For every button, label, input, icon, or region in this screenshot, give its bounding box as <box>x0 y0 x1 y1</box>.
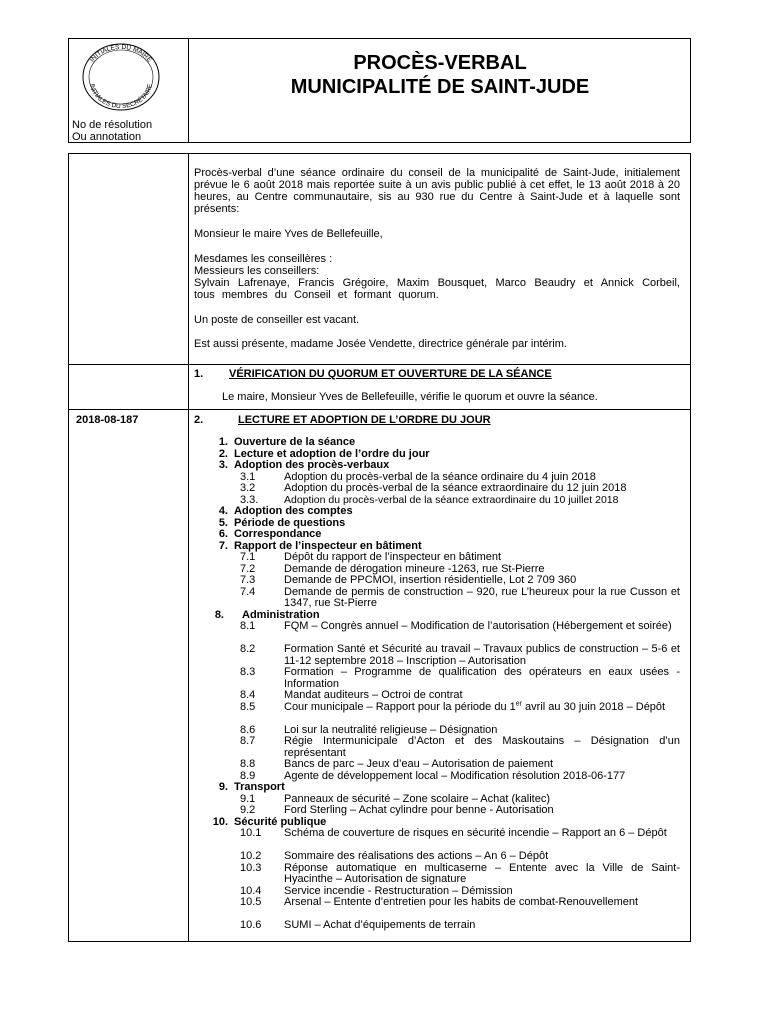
agenda-subitem-number: 10.2 <box>240 850 262 862</box>
agenda-subitem-number: 10.5 <box>240 896 262 908</box>
agenda-subitem-number: 9.1 <box>240 792 256 805</box>
agenda-subitem-title: SUMI – Achat d’équipements de terrain <box>284 919 476 931</box>
agenda-subitem-number: 8.7 <box>240 735 256 747</box>
agenda-subitem-title: Formation – Programme de qualification des opérateurs en eaux usées - Information <box>284 666 680 690</box>
agenda-subitem-title: Mandat auditeurs – Octroi de contrat <box>284 689 463 701</box>
agenda-subitem-number: 7.3 <box>240 574 256 586</box>
agenda-subitem-title: Demande de PPCMOI, insertion résidentielle, Lot 2 709 360 <box>284 574 577 586</box>
agenda-subitem-number: 3.2 <box>240 482 256 494</box>
agenda-subitem-title: Sommaire des réalisations des actions – An 6 – Dépôt <box>284 850 549 862</box>
agenda-item-number: 5. <box>218 516 228 529</box>
seal-stamp <box>78 40 164 112</box>
seal-text-bottom: INITIALES DU SECRÉTAIRE <box>88 83 154 111</box>
resolution-label <box>72 119 152 143</box>
agenda-item-title: Sécurité publique <box>234 815 327 828</box>
header-divider <box>188 38 189 143</box>
agenda-subitem-title: Service incendie - Restructuration – Démission <box>284 884 513 897</box>
row-divider-2 <box>68 409 691 410</box>
agenda-subitem-title: Adoption du procès-verbal de la séance ordinaire du 4 juin 2018 <box>284 470 596 483</box>
agenda-subitem-title: Bancs de parc – Jeux d’eau – Autorisation de paiement <box>284 758 554 770</box>
mayor-line: Monsieur le maire Yves de Bellefeuille, <box>194 228 383 240</box>
agenda-subitem-number: 8.5 <box>240 700 256 713</box>
agenda-item-number: 9. <box>218 781 228 793</box>
agenda-subitem-title: Arsenal – Entente d’entretien pour les habits de combat-Renouvellement <box>284 896 639 908</box>
agenda-subitem-number: 7.4 <box>240 585 256 598</box>
section1-number: 1. <box>194 368 204 380</box>
councillors-women: Mesdames les conseillères : <box>194 253 333 265</box>
agenda-item-number: 1. <box>218 436 228 448</box>
agenda-item-title: Période de questions <box>234 516 346 529</box>
resolution-label-line2: Ou annotation <box>72 131 142 143</box>
agenda-subitem-number: 3.3. <box>240 493 259 506</box>
agenda-subitem-title: Dépôt du rapport de l’inspecteur en bâtiment <box>284 551 502 563</box>
agenda-subitem-title: Loi sur la neutralité religieuse – Désignation <box>284 723 498 736</box>
agenda-subitem-number: 10.6 <box>240 919 262 931</box>
section1-text: Le maire, Monsieur Yves de Bellefeuille, vérifie le quorum et ouvre la séance. <box>222 391 598 403</box>
agenda-item-number: 4. <box>218 505 228 517</box>
councillors-list: Sylvain Lafrenaye, Francis Grégoire, Maxim Bousquet, Marco Beaudry et Annick Corbeil, tous membres du Conseil et formant quorum. <box>194 277 680 301</box>
agenda-subitem-number: 10.3 <box>240 861 262 874</box>
agenda-subitem-title: Ford Sterling – Achat cylindre pour benne - Autorisation <box>284 804 554 816</box>
agenda-item-number: 6. <box>218 528 228 540</box>
agenda-item-title: Rapport de l’inspecteur en bâtiment <box>234 539 422 552</box>
agenda-subitem-title: Formation Santé et Sécurité au travail – Travaux publics de construction – 5-6 et 11-12 septembre 2018 – Inscription – Autorisation <box>284 643 680 667</box>
agenda-subitem-number: 8.6 <box>240 723 256 736</box>
agenda-item-title: Lecture et adoption de l’ordre du jour <box>234 447 430 460</box>
agenda-list <box>194 437 684 941</box>
agenda-subitem-title: Demande de permis de construction – 920, rue L’heureux pour la rue Cusson et 1347, rue St-Pierre <box>284 585 680 609</box>
agenda-item-number: 8. <box>214 608 224 621</box>
agenda-subitem-title: Réponse automatique en multicaserne – Entente avec la Ville de Saint-Hyacinthe – Autorisation de signature <box>284 861 680 885</box>
resolution-label-line1: No de résolution <box>72 119 153 131</box>
agenda-subitem-number: 7.2 <box>240 562 256 575</box>
title-line2: MUNICIPALITÉ DE SAINT-JUDE <box>290 76 590 98</box>
agenda-subitem-number: 3.1 <box>240 470 256 483</box>
agenda-subitem-title: FQM – Congrès annuel – Modification de l’autorisation (Hébergement et soirée) <box>284 620 672 632</box>
agenda-item-title: Transport <box>234 781 285 793</box>
agenda-subitem-number: 8.8 <box>240 758 256 770</box>
agenda-subitem-title: Agente de développement local – Modification résolution 2018-06-177 <box>284 769 626 782</box>
agenda-subitem-title: Régie Intermunicipale d’Acton et des Maskoutains – Désignation d’un représentant <box>284 735 680 759</box>
title-line1: PROCÈS-VERBAL <box>353 52 527 74</box>
agenda-item-title: Correspondance <box>234 528 322 540</box>
agenda-subitem-number: 10.4 <box>240 884 262 897</box>
column-divider <box>188 153 189 942</box>
agenda-subitem-title: Adoption du procès-verbal de la séance extraordinaire du 12 juin 2018 <box>284 482 627 494</box>
agenda-subitem-number: 8.1 <box>240 620 256 632</box>
agenda-item-number: 7. <box>218 539 228 552</box>
dg-present: Est aussi présente, madame Josée Vendette, directrice générale par intérim. <box>194 338 567 350</box>
agenda-subitem-number: 8.4 <box>240 689 256 701</box>
resolution-number: 2018-08-187 <box>76 414 139 426</box>
section1-heading: VÉRIFICATION DU QUORUM ET OUVERTURE DE LA SÉANCE <box>229 368 552 380</box>
agenda-subitem-number: 8.9 <box>240 769 256 782</box>
page-title <box>190 51 690 99</box>
agenda-item-title: Adoption des procès-verbaux <box>234 459 390 471</box>
agenda-subitem-title: Panneaux de sécurité – Zone scolaire – Achat (kalitec) <box>284 792 550 805</box>
agenda-subitem-number: 9.2 <box>240 804 256 816</box>
agenda-subitem-title: Adoption du procès-verbal de la séance extraordinaire du 10 juillet 2018 <box>284 493 619 506</box>
seal-text-top: INITIALES DU MAIRE <box>88 43 153 64</box>
agenda-item-number: 2. <box>218 447 228 460</box>
agenda-subitem-number: 8.2 <box>240 643 256 655</box>
agenda-item-title: Administration <box>242 608 320 621</box>
councillors-men: Messieurs les conseillers: <box>194 265 320 277</box>
agenda-subitem-title: Schéma de couverture de risques en sécurité incendie – Rapport an 6 – Dépôt <box>284 827 667 839</box>
section2-number: 2. <box>194 414 204 426</box>
section2-heading: LECTURE ET ADOPTION DE L’ORDRE DU JOUR <box>238 414 491 426</box>
agenda-subitem-number: 10.1 <box>240 827 262 839</box>
vacant-seat: Un poste de conseiller est vacant. <box>194 314 360 326</box>
agenda-item-title: Adoption des comptes <box>234 505 353 517</box>
agenda-item-number: 10. <box>212 815 228 828</box>
agenda-subitem-number: 7.1 <box>240 551 256 563</box>
agenda-subitem-title: Demande de dérogation mineure -1263, rue St-Pierre <box>284 562 545 575</box>
intro-section <box>194 167 680 350</box>
agenda-subitem-title: Cour municipale – Rapport pour la période du 1er avril au 30 juin 2018 – Dépôt <box>284 699 666 713</box>
agenda-item-number: 3. <box>218 459 228 471</box>
intro-paragraph: Procès-verbal d’une séance ordinaire du conseil de la municipalité de Saint-Jude, initialement prévue le 6 août 2018 mais reportée suite à un avis public publié à cet effet, le 13 août 2018 à 20 heures, au Centre communautaire, sis au 930 rue du Centre à Saint-Jude et à laquelle sont présents: <box>194 167 680 215</box>
agenda-item-title: Ouverture de la séance <box>234 436 356 448</box>
agenda-subitem-number: 8.3 <box>240 666 256 678</box>
row-divider-1 <box>68 364 691 365</box>
